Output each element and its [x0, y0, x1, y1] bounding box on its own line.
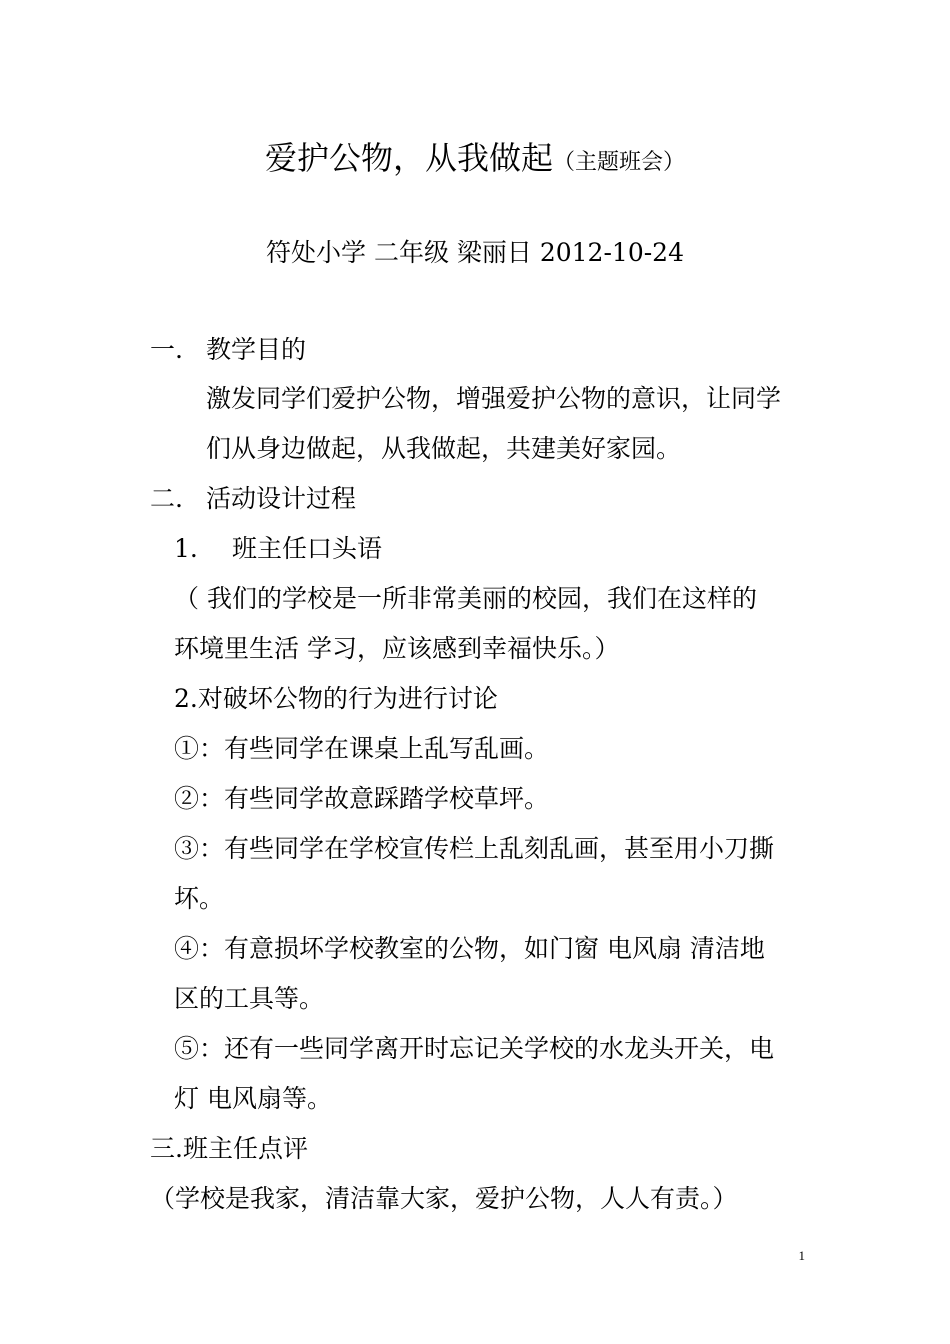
section-1-heading	[150, 335, 306, 365]
discussion-line: 坏。	[174, 884, 225, 913]
section-2-number: 二.	[150, 484, 183, 513]
section-1-number: 一.	[150, 335, 183, 364]
discussion-line: ⑤：还有一些同学离开时忘记关学校的水龙头开关，电	[174, 1034, 775, 1063]
section-1-text-line: 们从身边做起，从我做起，共建美好家园。	[206, 434, 682, 463]
document-title	[0, 133, 950, 179]
item-2-heading: 2.对破坏公物的行为进行讨论	[174, 684, 498, 713]
item-1-text-line: 环境里生活 学习，应该感到幸福快乐。）	[174, 634, 620, 663]
section-1-text-line: 激发同学们爱护公物，增强爱护公物的意识，让同学	[206, 384, 782, 413]
discussion-line: 灯 电风扇等。	[174, 1084, 332, 1113]
section-1-title: 教学目的	[206, 335, 307, 364]
item-1-number: 1.	[174, 534, 198, 563]
discussion-line: 区的工具等。	[174, 984, 325, 1013]
title-main: 爱护公物，从我做起	[264, 139, 553, 177]
item-1-title: 班主任口头语	[232, 534, 383, 563]
section-3-heading: 三.班主任点评	[150, 1134, 308, 1163]
discussion-line: ③：有些同学在学校宣传栏上乱刻乱画，甚至用小刀撕	[174, 834, 775, 863]
section-2-heading	[150, 484, 356, 514]
discussion-line: ②：有些同学故意踩踏学校草坪。	[174, 784, 550, 813]
item-1-text-line: （ 我们的学校是一所非常美丽的校园，我们在这样的	[174, 584, 757, 613]
author-byline: 符处小学 二年级 梁丽日 2012-10-24	[266, 238, 684, 267]
section-2-title: 活动设计过程	[206, 484, 357, 513]
item-1-heading	[174, 534, 382, 564]
discussion-line: ①：有些同学在课桌上乱写乱画。	[174, 734, 550, 763]
discussion-line: ④：有意损坏学校教室的公物，如门窗 电风扇 清洁地	[174, 934, 765, 963]
section-3-text-line: （学校是我家，清洁靠大家，爱护公物，人人有责。）	[150, 1184, 738, 1213]
page-number: 1	[798, 1248, 805, 1263]
title-subtitle: （主题班会）	[553, 150, 686, 175]
